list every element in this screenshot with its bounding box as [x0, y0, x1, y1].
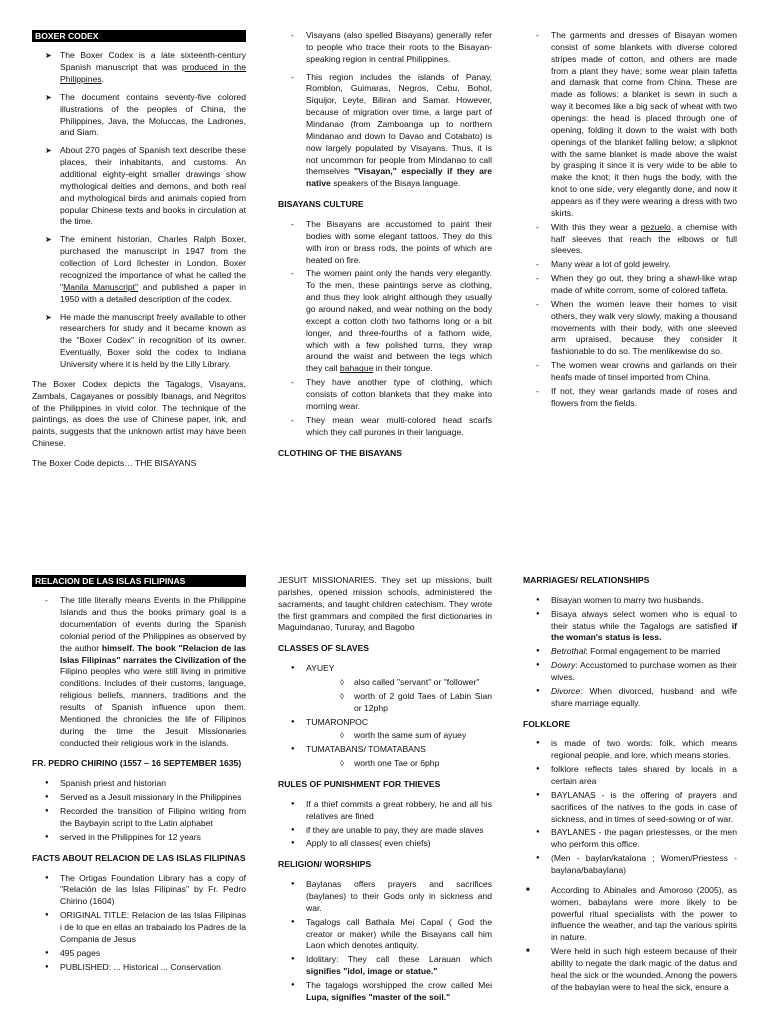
list-item: ● Dowry: Accustomed to purchase women as their wives. [523, 660, 737, 684]
sub-item: ◊ worth one Tae or 6php [340, 758, 492, 770]
folklore-heading: FOLKLORE [523, 718, 571, 729]
sub-item: ◊ also called "servant" or "follower" [340, 677, 492, 689]
list-item: ● The Ortigas Foundation Library has a copy of "Relación de las Islas Filipinas" by Fr. Pedro Chirino (1604) [32, 873, 246, 909]
list-item: - The garments and dresses of Bisayan women consist of some blankets with diverse colored stripes made of cotton, and others are made from a plant they have; some wear plain tafetta and damask that come from China. These are made as follows: a blanket is sewn in such a way it becomes like a big sack of wheat with two openings: the head is placed through one of opening, folding it down to the waist with both openings of the blanket falling below; a slipknot with the same blanket is made above the waist by grasping it since it is very wide to be able to make the knot; it then hugs the body, with the knot to one side, very elegantly done, and now it appears as if they were wearing a dress with two skirts. [523, 30, 737, 220]
list-item: ● If a thief commits a great robbery, he and all his relatives are fined [278, 799, 492, 823]
religion-list [278, 879, 492, 1004]
facts-list [32, 873, 246, 974]
list-item: ● Served as a Jesuit missionary in the Philippines [32, 792, 246, 804]
punishment-list [278, 799, 492, 850]
boxer-paragraph: The Boxer Codex depicts the Tagalogs, Visayans, Zambals, Cagayanes or possibly Ibanags, and Negritos of the Philippines in vivid color. The technique of the paintings, as does the use of Chinese paper, ink, and paints, suggests that the unknown artist may have been Chinese. [32, 378, 246, 449]
list-item: ● (Men - baylan/katalona ; Women/Priestess - baylana/babaylana) [523, 853, 737, 877]
visayans-section [278, 30, 492, 467]
list-item: ➤ He made the manuscript freely available to other researchers for study and it became known as the "Boxer Codex" in recognition of its owner. Eventually, Boxer sold the codex to Indiana University where it is held by the Lilly Library. [32, 312, 246, 371]
list-item: - The women wear crowns and garlands on their heafs made of tinsel imported from China. [523, 360, 737, 384]
list-item: ➤ The document contains seventy-five colored illustrations of the peoples of China, the Philippines, Java, the Moluccas, the Ladrones, and Siam. [32, 92, 246, 139]
boxer-closing: The Boxer Code depicts… THE BISAYANS [32, 457, 197, 468]
boxer-codex-title: BOXER CODEX [32, 30, 246, 42]
list-item: ● folklore reflects tales shared by locals in a certain area [523, 764, 737, 788]
inline-link[interactable]: produced in the Philippines [60, 62, 246, 85]
list-item: - Visayans (also spelled Bisayans) generally refer to people who trace their roots to the Bisayan-speaking region in central Philippines. [278, 30, 492, 66]
list-item: ● TUMARONPOC ◊ worth the same sum of ayuey [278, 717, 492, 743]
bisayans-culture-heading: BISAYANS CULTURE [278, 199, 364, 210]
list-item: - The title literally means Events in the Philippine Islands and thus the books primary goal is a documentation of events during the Spanish colonial period of the Philippines as observed by the author himself. The book "Relacion de las Islas Filipinas" narrates the Civilization of the Filipino peoples who were still living in primitive conditions. Includes of their customs, language, religious beliefs, manners, traditions and the results of Spanish influence upon them. Mentioned the chronicles the life of Filipinos during the time the Jesuit Missionaries conducted their religious work in the islands. [32, 595, 246, 749]
list-item: ● Idolitary: They call these Larauan which signifies "idol, image or statue." [278, 954, 492, 978]
list-item: - The Bisayans are accustomed to paint their bodies with some elegant tattoos. They do this with iron or brass rods, the points of which are heated on fire. [278, 219, 492, 266]
list-item: ● Divorce: When divorced, husband and wife share marriage equally. [523, 686, 737, 710]
list-item: ● BAYLANES - the pagan priestesses, or the men who perform this office. [523, 827, 737, 851]
list-item: - Many wear a lot of gold jewelry. [523, 259, 737, 271]
babaylans-list [523, 885, 737, 994]
list-item: ● Bisaya always select women who is equal to their status while the Tagalogs are satisfied if the woman's status is less. [523, 609, 737, 645]
facts-heading: FACTS ABOUT RELACION DE LAS ISLAS FILIPINAS [32, 852, 246, 863]
culture-list [278, 219, 492, 438]
relacion-title: RELACION DE LAS ISLAS FILIPINAS [32, 575, 246, 587]
relacion-section [32, 575, 246, 981]
sub-item: ◊ worth the same sum of ayuey [340, 730, 492, 742]
jesuit-paragraph: JESUIT MISSIONARIES. They set up missions, built parishes, opened mission schools, administered the sacraments, and taught children catechism. They wrote the first grammars and compiled the first dictionaries in Maguindanao, Tururay, and Bagobo [278, 575, 492, 633]
marriages-list [523, 595, 737, 710]
list-item: ● The tagalogs worshipped the crow called Mei Lupa, signifies "master of the soil." [278, 980, 492, 1004]
list-item: ➤ About 270 pages of Spanish text describe these places, their inhabitants, and customs. An additional eighty-eight smaller drawings show mythological deities and demons, and both real and mythological birds and animals copied from popular Chinese texts and books in circulation at the time. [32, 145, 246, 228]
garments-list [523, 30, 737, 410]
sub-list [306, 677, 492, 715]
clothing-heading: CLOTHING OF THE BISAYANS [278, 447, 402, 458]
boxer-codex-section [32, 30, 246, 478]
list-item: ➤ The eminent historian, Charles Ralph Boxer, purchased the manuscript in 1947 from the collection of Lord Ilchester in London. Boxer recognized the importance of what he called the "Manila Manuscript" and published a paper in 1950 with a detailed description of the codex. [32, 234, 246, 305]
list-item: ● served in the Philippines for 12 years [32, 832, 246, 844]
religion-heading: RELIGION/ WORSHIPS [278, 859, 372, 870]
list-item: ➤ The Boxer Codex is a late sixteenth-century Spanish manuscript that was produced in the Philippines. [32, 50, 246, 86]
list-item: ● Baylanas offers prayers and sacrifices (baylanes) to their Gods only in sickness and war. [278, 879, 492, 915]
list-item: ● AYUEY ◊ also called "servant" or "follower" ◊ worth of 2 gold Taes of Labin Sian or 12php [278, 663, 492, 714]
sub-list [306, 730, 492, 742]
list-item: ● is made of two words: folk, which means regional people, and lore, which means stories. [523, 738, 737, 762]
list-item: - They have another type of clothing, which consists of cotton blankets that they make into morning wear. [278, 377, 492, 413]
list-item: - When they go out, they bring a shawl-like wrap made of white corrom, some of colored taffeta. [523, 273, 737, 297]
marriages-section [523, 575, 737, 1002]
boxer-codex-list [32, 50, 246, 370]
folklore-list [523, 738, 737, 876]
slaves-heading: CLASSES OF SLAVES [278, 643, 370, 654]
chirino-heading: FR. PEDRO CHIRINO (1557 – 16 SEPTEMBER 1635) [32, 758, 242, 769]
list-item: ● Recorded the transition of Filipino writing from the Baybayin script to the Latin alphabet [32, 806, 246, 830]
visayans-list [278, 30, 492, 190]
list-item: ■ According to Abinales and Amoroso (2005), as women, babaylans were more likely to be powerful ritual specialists with the power to influence the weather, and tap the various spirits in nature. [523, 885, 737, 944]
jesuit-section [278, 575, 492, 1012]
list-item: ● Spanish priest and historian [32, 778, 246, 790]
list-item: - They mean wear multi-colored head scarfs which they call purones in their language. [278, 415, 492, 439]
inline-link[interactable]: bahaque [339, 363, 374, 374]
list-item: ● BAYLANAS - is the offering of prayers and sacrifices of the natives to the gods in case of sickness, and in times of seed-sowing or of war. [523, 790, 737, 826]
sub-item: ◊ worth of 2 gold Taes of Labin Sian or 12php [340, 691, 492, 715]
list-item: - This region includes the islands of Panay, Romblon, Guimaras, Negros, Cebu, Bohol, Siquijor, Leyte, Biliran and Samar. However, because of migration over time, a large part of Mindanao (from Zamboanga up to northern Mindanao and down to Davao and Cotabato) is now largely populated by Visayans. Thus, it is not uncommon for people from Mindanao to call themselves "Visayan," especially if they are native speakers of the Bisaya language. [278, 72, 492, 191]
list-item: ● if they are unable to pay, they are made slaves [278, 825, 492, 837]
list-item: ● Apply to all classes( even chiefs) [278, 838, 492, 850]
list-item: ● PUBLISHED: ... Historical ... Conservation [32, 962, 246, 974]
list-item: ● Bisayan women to marry two husbands. [523, 595, 737, 607]
garments-section [523, 30, 737, 418]
list-item: ● Tagalogs call Bathala Mei Capal ( God the creator or maker) while the Bisayans call him Laon which denotes antiquity. [278, 917, 492, 953]
marriages-heading: MARRIAGES/ RELATIONSHIPS [523, 575, 650, 585]
list-item: ● ORIGINAL TITLE: Relacion de las Islas Filipinas i de lo que en ellas an trabaiado los Padres de la Compania de Jesus [32, 910, 246, 946]
list-item: - The women paint only the hands very elegantly. To the men, these paintings serve as clothing, and thus they look alright although they usually go around naked, and wear nothing on the body except a cotton cloth two fathorns long or a bit longer, and three-fourths of a fathorn wide, which with a few polished turns, they wrap around the waist and between the legs which they call bahaque in their tongue. [278, 268, 492, 375]
inline-link[interactable]: pezuelo [640, 221, 671, 232]
list-item: ● 495 pages [32, 948, 246, 960]
list-item: ■ Were held in such high esteem because of their ability to negate the dark magic of the datus and heal the sick or the wounded. Among the powers of the babaylan were to heal the sick, ensure a [523, 946, 737, 993]
punishment-heading: RULES OF PUNISHMENT FOR THIEVES [278, 779, 441, 790]
relacion-intro-list [32, 595, 246, 749]
list-item: - With this they wear a pezuelo, a chemise with half sleeves that reach the elbows or full sleeves. [523, 222, 737, 258]
list-item: ● Betrothal: Formal engagement to be married [523, 646, 737, 658]
slaves-list [278, 663, 492, 770]
sub-list [306, 758, 492, 770]
inline-link[interactable]: Manila Manuscript" [63, 281, 139, 292]
list-item: ● TUMATABANS/ TOMATABANS ◊ worth one Tae or 6php [278, 744, 492, 770]
list-item: - When the women leave their homes to visit others, they walk very slowly, making a thousand movements with their body, with one sleeved arm upraised, because they consider it fashionable to do so. The menlikewise do so. [523, 299, 737, 358]
chirino-list [32, 778, 246, 843]
list-item: - If not, they wear garlands made of roses and flowers from the fields. [523, 386, 737, 410]
